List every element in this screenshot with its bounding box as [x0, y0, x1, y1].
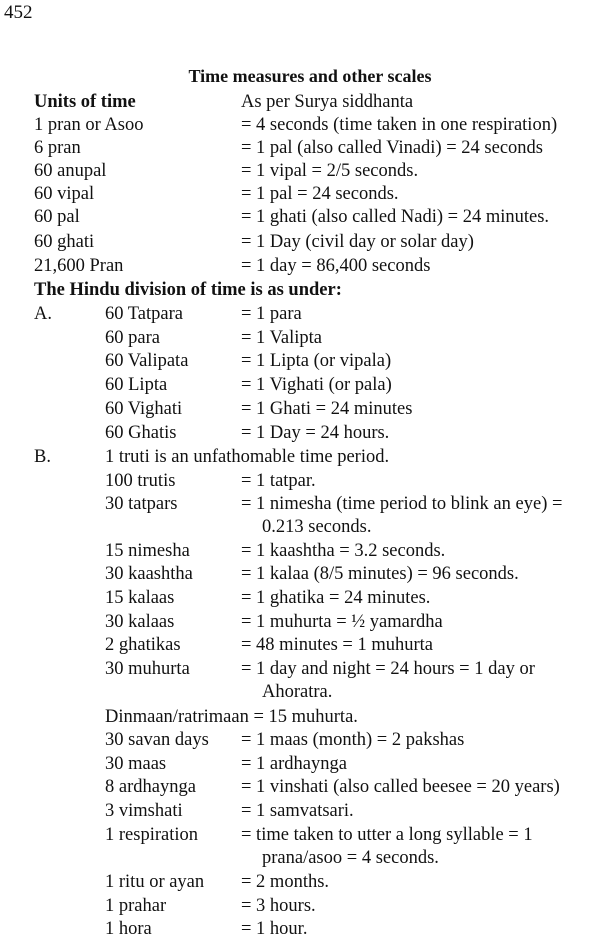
surya-equivalent: = 1 pal (also called Vinadi) = 24 seconds: [241, 138, 543, 158]
dinmaan-line: Dinmaan/ratrimaan = 15 muhurta.: [105, 707, 358, 727]
section-b-equivalent: = 1 maas (month) = 2 pakshas: [241, 730, 465, 750]
section-b-equivalent: = 1 vinshati (also called beesee = 20 years): [241, 777, 560, 797]
section-a-unit: 60 Tatpara: [105, 304, 183, 324]
section-b-continuation: 0.213 seconds.: [262, 517, 372, 537]
section-b-unit: 30 savan days: [105, 730, 209, 750]
section-a-equivalent: = 1 para: [241, 304, 302, 324]
section-a-equivalent: = 1 Vighati (or pala): [241, 375, 392, 395]
section-b-equivalent: = 1 kalaa (8/5 minutes) = 96 seconds.: [241, 564, 519, 584]
section-a-unit: 60 Valipata: [105, 351, 189, 371]
section-b-equivalent: = 48 minutes = 1 muhurta: [241, 635, 433, 655]
section-b-unit: 15 kalaas: [105, 588, 175, 608]
surya-unit: 6 pran: [34, 138, 81, 158]
section-b-unit: 3 vimshati: [105, 801, 183, 821]
surya-equivalent: = 1 ghati (also called Nadi) = 24 minutes.: [241, 207, 550, 227]
section-a-unit: 60 Lipta: [105, 375, 168, 395]
surya-unit: 60 anupal: [34, 161, 107, 181]
section-a-equivalent: = 1 Ghati = 24 minutes: [241, 399, 413, 419]
section-b-equivalent: = time taken to utter a long syllable = 1: [241, 825, 533, 845]
page-title: Time measures and other scales: [188, 66, 432, 86]
section-a-equivalent: = 1 Day = 24 hours.: [241, 423, 390, 443]
section-b-unit: 15 nimesha: [105, 541, 190, 561]
section-b-continuation: prana/asoo = 4 seconds.: [262, 848, 439, 868]
section-b-equivalent: = 2 months.: [241, 872, 330, 892]
surya-unit: 60 vipal: [34, 184, 95, 204]
surya-siddhanta-heading: As per Surya siddhanta: [241, 92, 414, 112]
surya-equivalent: = 1 day = 86,400 seconds: [241, 256, 431, 276]
page-number: 452: [4, 2, 33, 23]
section-b-unit: 30 kalaas: [105, 612, 175, 632]
section-b-unit: 1 hora: [105, 919, 152, 939]
section-b-unit: 1 ritu or ayan: [105, 872, 205, 892]
section-a-equivalent: = 1 Lipta (or vipala): [241, 351, 392, 371]
section-a-unit: 60 Ghatis: [105, 423, 177, 443]
section-b-equivalent: = 1 hour.: [241, 919, 308, 939]
surya-equivalent: = 1 Day (civil day or solar day): [241, 232, 474, 252]
surya-unit: 1 pran or Asoo: [34, 115, 144, 135]
section-b-unit: 2 ghatikas: [105, 635, 181, 655]
section-b-equivalent: = 1 kaashtha = 3.2 seconds.: [241, 541, 446, 561]
section-b-intro: 1 truti is an unfathomable time period.: [105, 447, 390, 467]
surya-equivalent: = 4 seconds (time taken in one respiration): [241, 115, 558, 135]
section-b-unit: 30 maas: [105, 754, 167, 774]
section-b-equivalent: = 1 nimesha (time period to blink an eye) =: [241, 494, 563, 514]
section-b-equivalent: = 1 tatpar.: [241, 471, 316, 491]
surya-unit: 60 pal: [34, 207, 80, 227]
section-b-label: B.: [34, 447, 51, 467]
section-b-equivalent: = 1 samvatsari.: [241, 801, 354, 821]
section-b-unit: 30 tatpars: [105, 494, 178, 514]
section-b-unit: 30 muhurta: [105, 659, 190, 679]
section-a-unit: 60 Vighati: [105, 399, 183, 419]
section-b-unit: 1 respiration: [105, 825, 198, 845]
section-b-equivalent: = 1 ardhaynga: [241, 754, 347, 774]
section-b-equivalent: = 1 muhurta = ½ yamardha: [241, 612, 443, 632]
hindu-division-heading: The Hindu division of time is as under:: [34, 280, 342, 300]
surya-unit: 21,600 Pran: [34, 256, 124, 276]
section-b-equivalent: = 1 ghatika = 24 minutes.: [241, 588, 431, 608]
section-b-equivalent: = 3 hours.: [241, 896, 316, 916]
section-b-unit: 8 ardhaynga: [105, 777, 196, 797]
surya-equivalent: = 1 pal = 24 seconds.: [241, 184, 399, 204]
section-a-label: A.: [34, 304, 52, 324]
section-b-continuation: Ahoratra.: [262, 682, 333, 702]
units-of-time-heading: Units of time: [34, 92, 136, 112]
section-a-unit: 60 para: [105, 328, 160, 348]
surya-equivalent: = 1 vipal = 2/5 seconds.: [241, 161, 419, 181]
section-b-unit: 30 kaashtha: [105, 564, 193, 584]
section-b-unit: 100 trutis: [105, 471, 176, 491]
section-a-equivalent: = 1 Valipta: [241, 328, 323, 348]
surya-unit: 60 ghati: [34, 232, 95, 252]
section-b-equivalent: = 1 day and night = 24 hours = 1 day or: [241, 659, 535, 679]
section-b-unit: 1 prahar: [105, 896, 167, 916]
